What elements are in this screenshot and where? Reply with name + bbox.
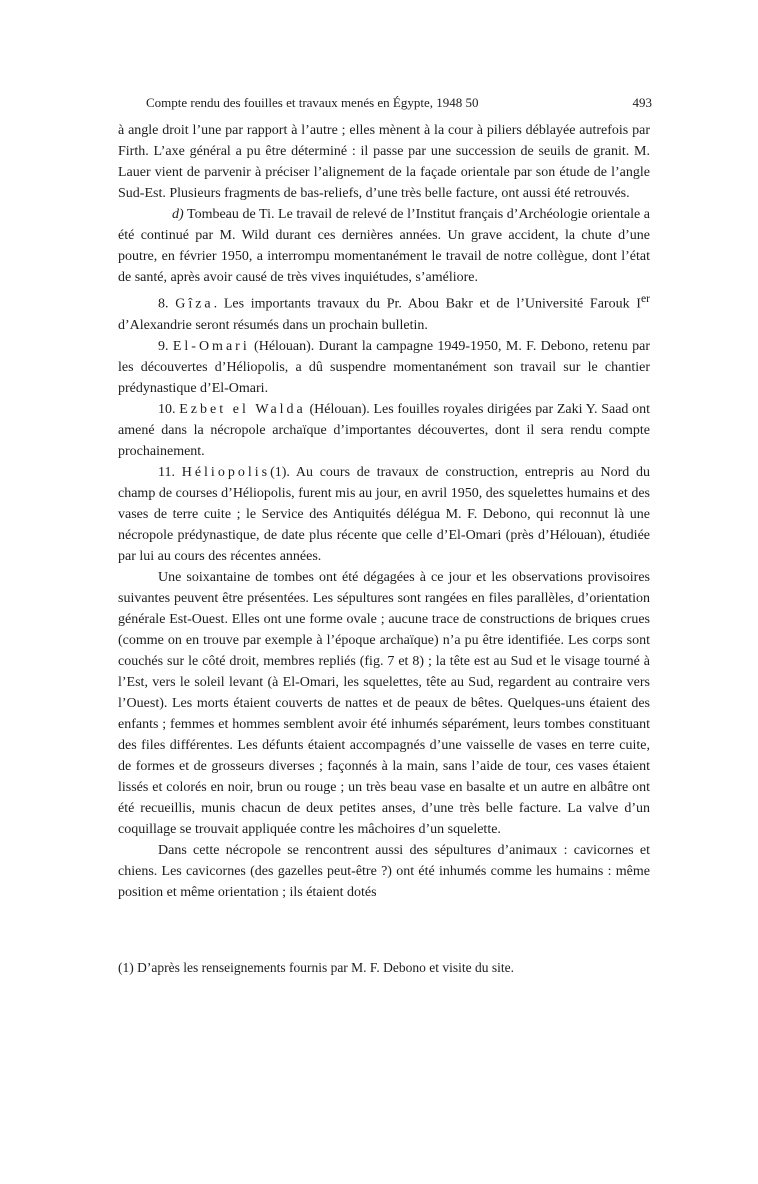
section-number-9: 9. <box>158 338 173 354</box>
paragraph-heliopolis-text: . Au cours de travaux de construction, entrepris au Nord du champ de courses d’Héliopolis, furent mis au jour, en avril 1950, des squelettes humains et des vases de terre cuite ; le Service des Antiquités délégua M. F. Debono, qui reconnut là une nécropole prédynastique, de date plus récente que celle d’El-Omari (près d’Hélouan), étudiée par lui au cours des récentes années. <box>118 464 650 564</box>
body-text <box>118 120 650 903</box>
item-label-d: d) <box>172 207 184 222</box>
paragraph-tombes: Une soixantaine de tombes ont été dégagées à ce jour et les observations provisoires suivantes peuvent être présentées. Les sépultures sont rangées en files parallèles, d’orientation générale Est-Ouest. Elles ont une forme ovale ; aucune trace de constructions de briques crues (comme on en trouve par exemple à l’époque archaïque) n’a pu être identifiée. Les corps sont couchés sur le côté droit, membres repliés (fig. 7 et 8) ; la tête est au Sud et le visage tourné à l’Est, vers le soleil levant (à El-Omari, les squelettes, tête au Sud, regardent au contraire vers l’Ouest). Les morts étaient couverts de nattes et de peaux de bêtes. Quelques-uns étaient des enfants ; femmes et hommes semblent avoir été inhumés séparément, leurs tombes constituant des files différentes. Les défunts étaient accompagnés d’une vaisselle de vases en terre cuite, de formes et de grosseurs diverses ; façonnés à la main, sans l’aide de tour, ces vases étaient lissés et colorés en noir, brun ou rouge ; un très beau vase en basalte et un autre en albâtre ont été recueillis, munis chacun de deux petites anses, d’une très belle facture. La valve d’un coquillage se trouvait appliquée contre les mâchoires d’un squelette. <box>118 569 650 837</box>
paragraph-heliopolis <box>118 462 650 567</box>
page-number: 493 <box>632 95 652 110</box>
paragraph-continuation: à angle droit l’une par rapport à l’autre ; elles mènent à la cour à piliers déblayée autrefois par Firth. L’axe général a pu être déterminé : il passe par une succession de seuils de granit. M. Lauer vient de parvenir à préciser l’alignement de la façade orientale par son étude de l’angle Sud-Est. Plusieurs fragments de bas-reliefs, d’une très belle facture, ont aussi été retrouvés. <box>118 123 650 201</box>
section-number-11: 11. <box>158 464 182 480</box>
paragraph-ezbet-el-walda-text: (Hélouan). Les fouilles royales dirigées par Zaki Y. Saad ont amené dans la nécropole archaïque d’importantes découvertes, dont il sera rendu compte prochainement. <box>118 401 651 459</box>
paragraph-el-omari-text: (Hélouan). Durant la campagne 1949-1950, M. F. Debono, retenu par les découvertes d’Héliopolis, a dû suspendre momentanément son travail sur le chantier prédynastique d’El-Omari. <box>118 338 651 396</box>
running-header <box>146 95 652 111</box>
section-number-10: 10. <box>158 401 180 417</box>
site-name-giza: Gîza <box>175 296 214 312</box>
paragraph-tombeau-ti-text: Tombeau de Ti. Le travail de relevé de l’Institut français d’Archéologie orientale a été continué par M. Wild durant ces dernières années. Un grave accident, la chute d’une poutre, en février 1950, a interrompu momentanément le travail de notre collègue, dont l’état de santé, après avoir causé de très vives inquiétudes, s’améliore. <box>118 207 650 285</box>
paragraph-giza-text-b: d’Alexandrie seront résumés dans un prochain bulletin. <box>118 317 428 333</box>
paragraph-giza <box>118 288 650 336</box>
footnote <box>118 958 650 977</box>
site-name-el-omari: El-Omari <box>172 338 250 354</box>
running-title: Compte rendu des fouilles et travaux menés en Égypte, 1948 50 <box>146 95 479 110</box>
section-number-8: 8. <box>158 296 176 312</box>
superscript-er: er <box>640 292 650 305</box>
paragraph-ezbet-el-walda <box>118 399 650 462</box>
paragraph-giza-text-a: . Les importants travaux du Pr. Abou Bakr et de l’Université Farouk I <box>213 296 641 312</box>
paragraph-el-omari <box>118 336 650 399</box>
site-name-ezbet-el-walda: Ezbet el Walda <box>179 401 306 417</box>
paragraph-tombeau-ti <box>118 204 650 288</box>
footnote-marker: (1) <box>118 960 134 975</box>
paragraph-animaux: Dans cette nécropole se rencontrent aussi des sépultures d’animaux : cavicornes et chiens. Les cavicornes (des gazelles peut-être ?) ont été inhumés comme les humains : même position et même orientation ; ils étaient dotés <box>118 842 650 900</box>
footnote-text: D’après les renseignements fournis par M. F. Debono et visite du site. <box>133 960 514 975</box>
footnote-reference: (1) <box>270 464 287 480</box>
site-name-heliopolis: Héliopolis <box>181 464 271 480</box>
